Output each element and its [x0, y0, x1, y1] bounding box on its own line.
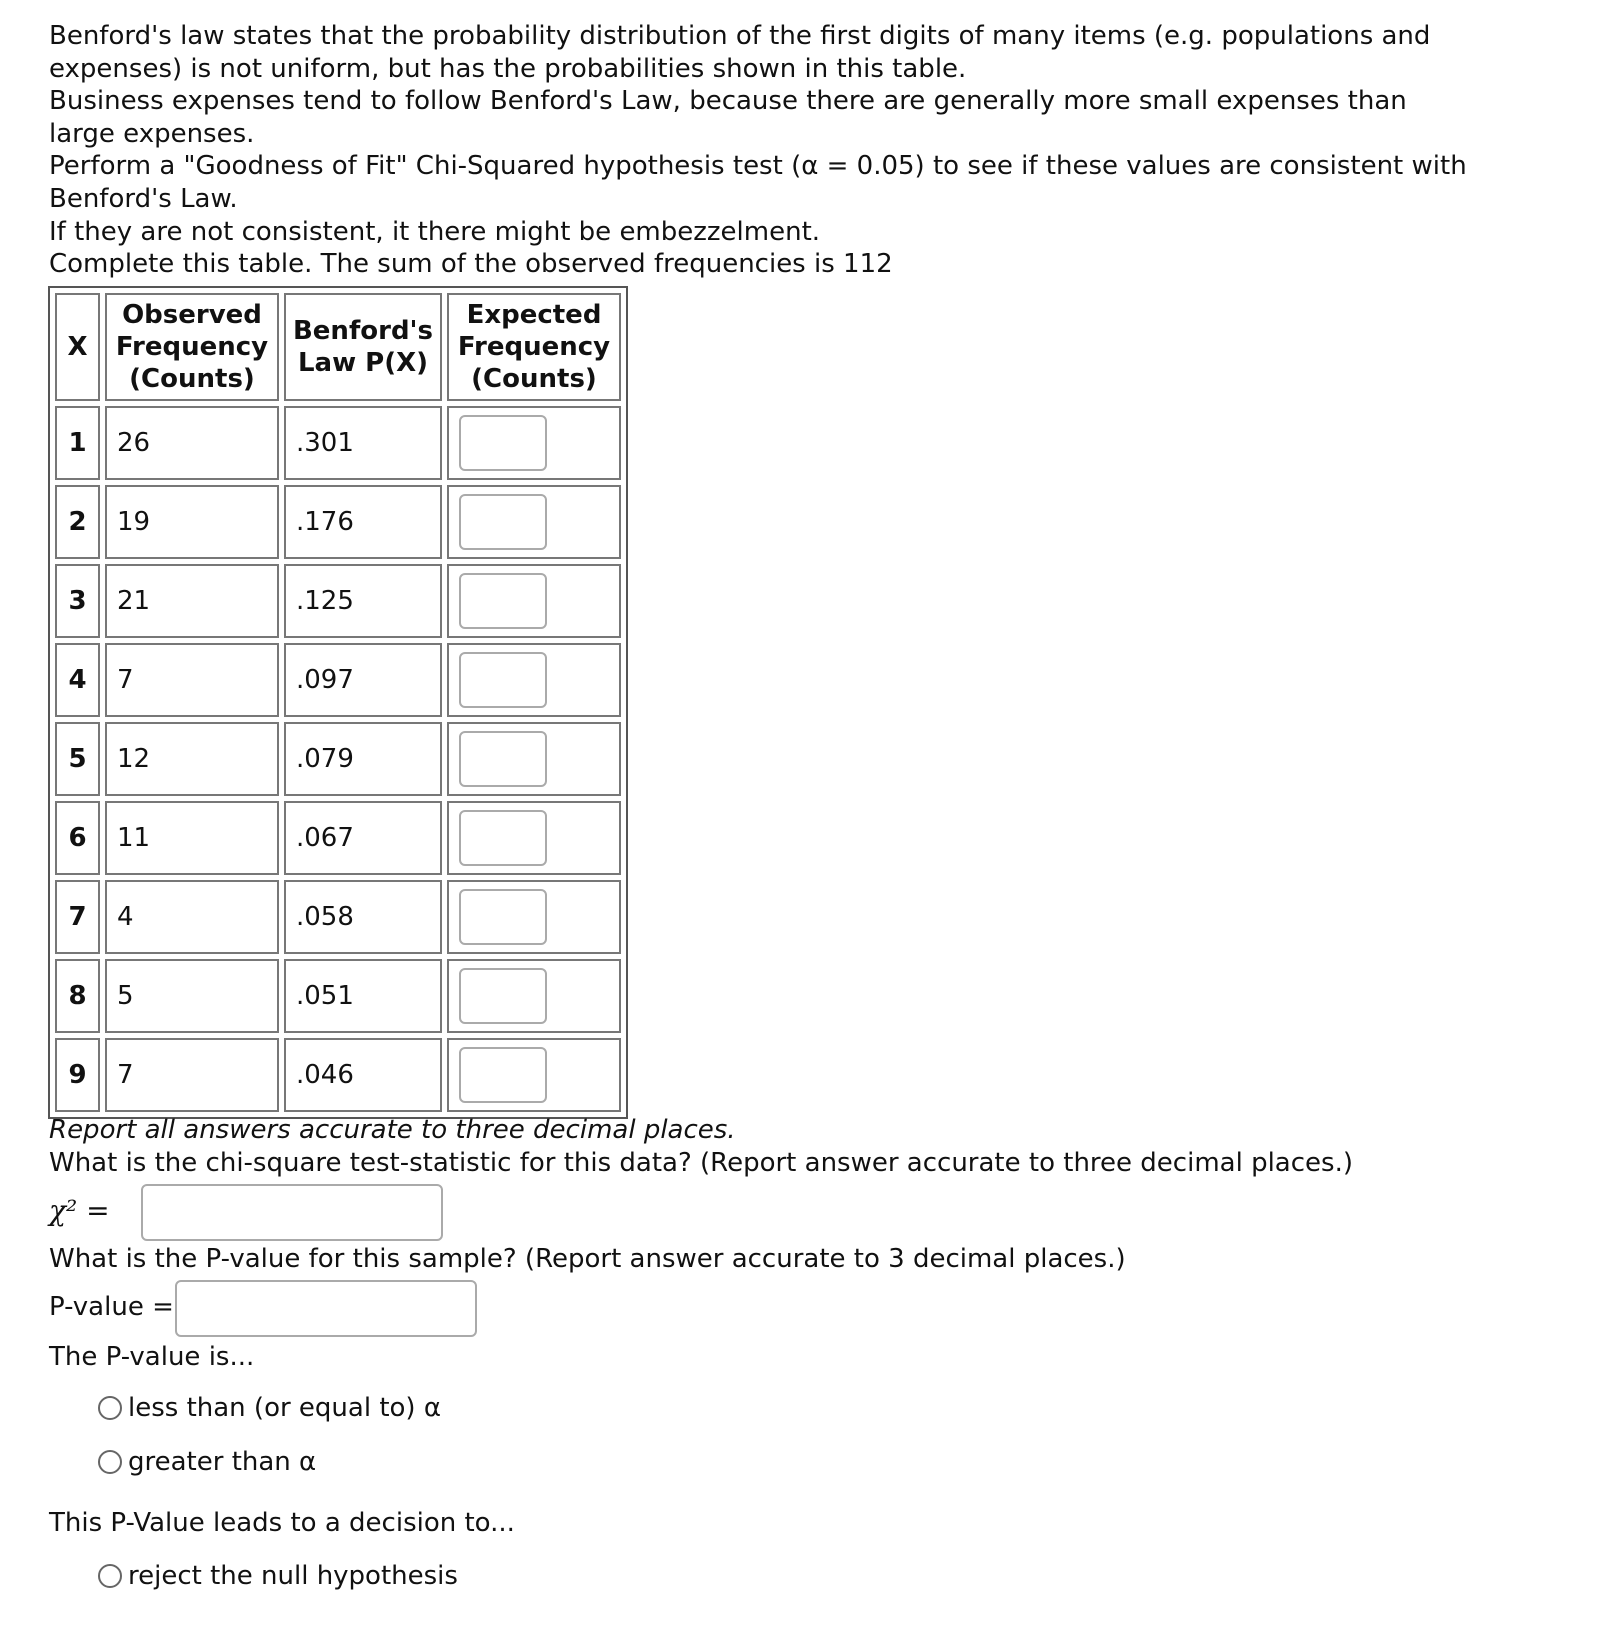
- p-value-input[interactable]: [175, 1280, 477, 1337]
- table-row: [55, 406, 621, 480]
- expected-frequency-input[interactable]: [459, 731, 547, 787]
- report-note: Report all answers accurate to three decimal places.: [49, 1115, 736, 1145]
- table-row: [55, 959, 621, 1033]
- cell-expected: [447, 959, 621, 1033]
- cell-observed: 7: [105, 643, 279, 717]
- cell-benford-p: .097: [284, 643, 442, 717]
- header-observed: Observed Frequency (Counts): [105, 293, 279, 401]
- cell-x: 8: [55, 959, 100, 1033]
- cell-x: 5: [55, 722, 100, 796]
- intro-text: Complete this table. The sum of the observed frequencies is 112: [49, 249, 893, 280]
- cell-benford-p: .176: [284, 485, 442, 559]
- radio-greater-than-alpha[interactable]: [98, 1447, 316, 1477]
- cell-x: 4: [55, 643, 100, 717]
- cell-expected: [447, 722, 621, 796]
- header-expected: Expected Frequency (Counts): [447, 293, 621, 401]
- cell-observed: 11: [105, 801, 279, 875]
- chi-label: χ² =: [49, 1194, 110, 1227]
- cell-observed: 26: [105, 406, 279, 480]
- cell-observed: 19: [105, 485, 279, 559]
- table-row: [55, 722, 621, 796]
- problem-intro: [49, 20, 1469, 281]
- radio-less-than-alpha[interactable]: [98, 1393, 441, 1423]
- chi-question: What is the chi-square test-statistic for this data? (Report answer accurate to three decimal places.): [49, 1148, 1353, 1178]
- benford-table: [48, 286, 628, 1119]
- header-x: X: [55, 293, 100, 401]
- expected-frequency-input[interactable]: [459, 494, 547, 550]
- expected-frequency-input[interactable]: [459, 889, 547, 945]
- radio-circle-icon[interactable]: [98, 1396, 122, 1420]
- radio-reject-null[interactable]: [98, 1561, 458, 1591]
- intro-text: Perform a "Goodness of Fit" Chi-Squared hypothesis test (α = 0.05) to see if these values are consistent with Benford's Law.: [49, 151, 1467, 214]
- p-value-label: P-value =: [49, 1292, 174, 1322]
- cell-expected: [447, 564, 621, 638]
- cell-expected: [447, 406, 621, 480]
- cell-benford-p: .058: [284, 880, 442, 954]
- cell-x: 2: [55, 485, 100, 559]
- decision-prompt: This P-Value leads to a decision to...: [49, 1508, 515, 1538]
- intro-text: Benford's law states that the probability distribution of the first digits of many items (e.g. populations and expenses) is not uniform, but has the probabilities shown in this table.: [49, 21, 1431, 84]
- cell-benford-p: .125: [284, 564, 442, 638]
- cell-observed: 12: [105, 722, 279, 796]
- p-question: What is the P-value for this sample? (Report answer accurate to 3 decimal places.): [49, 1244, 1126, 1274]
- radio-circle-icon[interactable]: [98, 1564, 122, 1588]
- cell-expected: [447, 1038, 621, 1112]
- intro-text: Business expenses tend to follow Benford's Law, because there are generally more small expenses than large expenses.: [49, 86, 1407, 149]
- cell-x: 3: [55, 564, 100, 638]
- cell-benford-p: .301: [284, 406, 442, 480]
- expected-frequency-input[interactable]: [459, 573, 547, 629]
- cell-benford-p: .046: [284, 1038, 442, 1112]
- table-row: [55, 1038, 621, 1112]
- cell-observed: 5: [105, 959, 279, 1033]
- p-compare-prompt: The P-value is...: [49, 1342, 255, 1372]
- cell-x: 9: [55, 1038, 100, 1112]
- intro-text: If they are not consistent, it there might be embezzelment.: [49, 216, 821, 247]
- cell-expected: [447, 643, 621, 717]
- table-row: [55, 880, 621, 954]
- expected-frequency-input[interactable]: [459, 810, 547, 866]
- expected-frequency-input[interactable]: [459, 415, 547, 471]
- cell-x: 1: [55, 406, 100, 480]
- cell-benford-p: .067: [284, 801, 442, 875]
- cell-observed: 21: [105, 564, 279, 638]
- expected-frequency-input[interactable]: [459, 652, 547, 708]
- radio-label: reject the null hypothesis: [128, 1561, 458, 1591]
- radio-label: greater than α: [128, 1447, 317, 1477]
- expected-frequency-input[interactable]: [459, 968, 547, 1024]
- cell-benford-p: .079: [284, 722, 442, 796]
- expected-frequency-input[interactable]: [459, 1047, 547, 1103]
- cell-expected: [447, 485, 621, 559]
- table-row: [55, 801, 621, 875]
- cell-x: 6: [55, 801, 100, 875]
- table-row: [55, 643, 621, 717]
- table-row: [55, 564, 621, 638]
- cell-expected: [447, 801, 621, 875]
- header-benford: Benford's Law P(X): [284, 293, 442, 401]
- cell-observed: 7: [105, 1038, 279, 1112]
- chi-square-input[interactable]: [141, 1184, 443, 1241]
- radio-circle-icon[interactable]: [98, 1450, 122, 1474]
- radio-label: less than (or equal to) α: [128, 1393, 441, 1423]
- cell-benford-p: .051: [284, 959, 442, 1033]
- cell-expected: [447, 880, 621, 954]
- table-row: [55, 485, 621, 559]
- cell-x: 7: [55, 880, 100, 954]
- cell-observed: 4: [105, 880, 279, 954]
